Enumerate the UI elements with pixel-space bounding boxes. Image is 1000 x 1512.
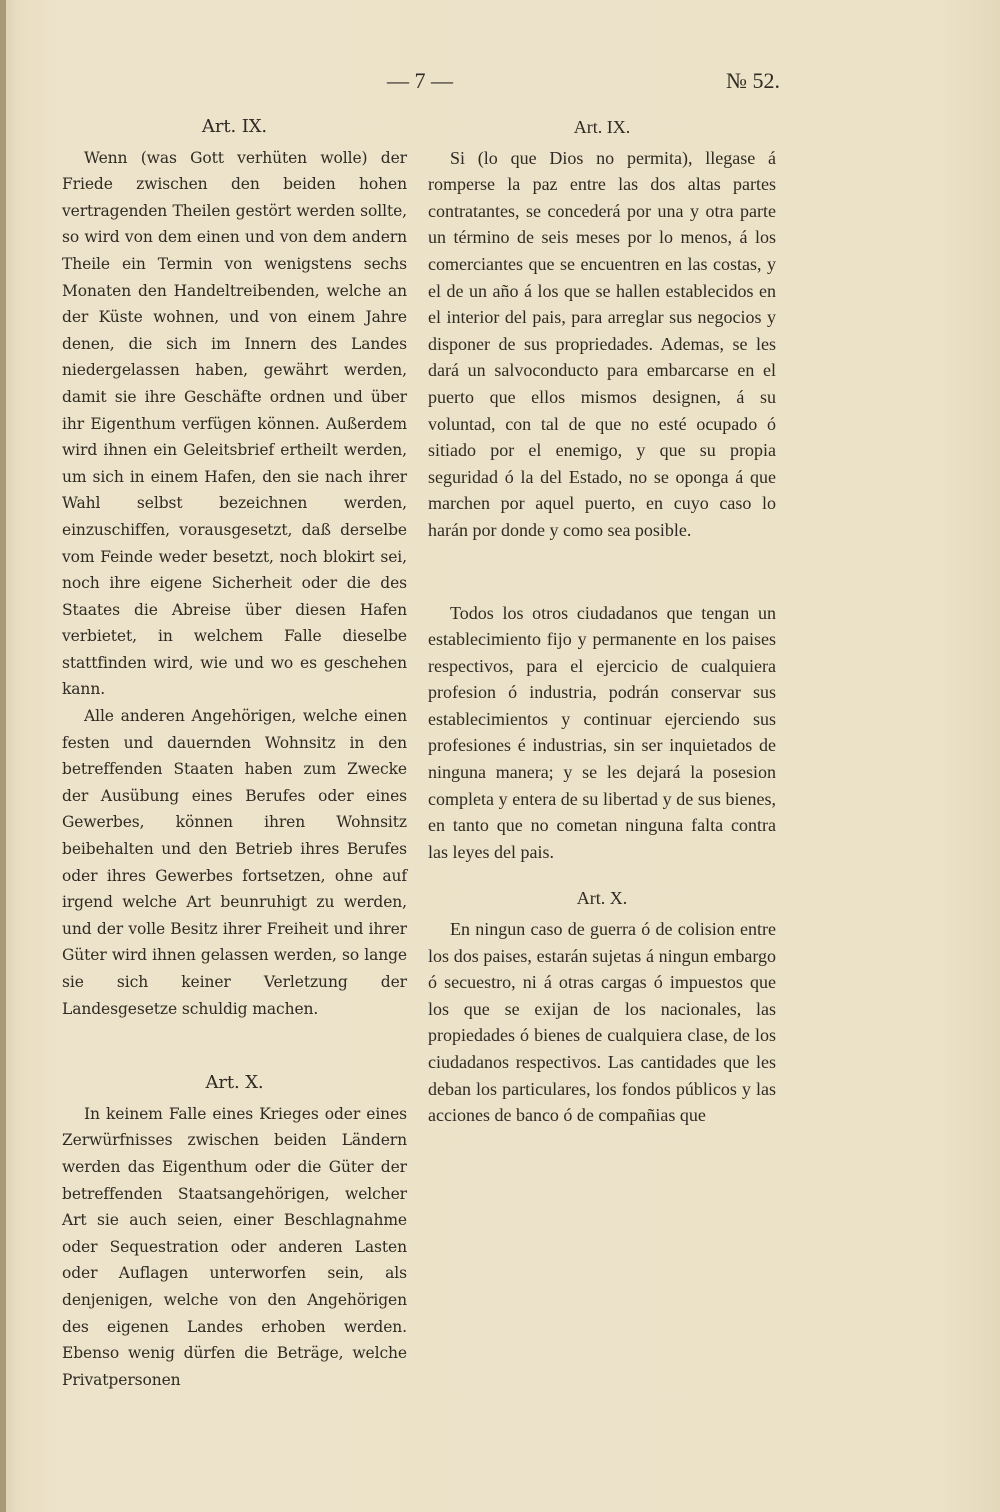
spanish-art10-paragraph-1: En ningun caso de guerra ó de colision entre los dos paises, estarán sujetas á ningun embargo ó secuestro, ni á otras cargas ó impuestos que los que se exijan de los nacionales, las propiedades ó bienes de cualquiera clase, de los ciudadanos respectivos. Las cantidades que les deban los particulares, los fondos públicos y las acciones de banco ó de compañias que xyxy=(428,919,776,1126)
page-header xyxy=(0,68,1000,104)
german-art9-paragraph-2: Alle anderen Angehörigen, welche einen festen und dauernden Wohnsitz in den betreffenden Staaten haben zum Zwecke der Ausübung eines Berufes oder eines Gewerbes, können ihren Wohnsitz beibehalten und den Betrieb ihres Berufes oder ihres Gewerbes fortsetzen, ohne auf irgend welche Art beunruhigt zu werden, und der volle Besitz ihrer Freiheit und ihrer Güter wird ihnen gelassen werden, so lange sie sich keiner Verletzung der Landesgesetze schuldig machen. xyxy=(62,707,407,1018)
german-art10-heading: Art. X. xyxy=(205,1072,264,1094)
german-art10-paragraph-1: In keinem Falle eines Krieges oder eines Zerwürfnisses zwischen beiden Ländern werden das Eigenthum oder die Güter der betreffenden Staatsangehörigen, welcher Art sie auch seien, einer Beschlagnahme oder Sequestration oder anderen Lasten oder Auflagen unterworfen sein, als denjenigen, welche von den Angehörigen des eigenen Landes erhoben werden. Ebenso wenig dürfen die Beträge, welche Privatpersonen xyxy=(62,1104,407,1389)
german-art9-heading: Art. IX. xyxy=(201,116,268,137)
spanish-art9-heading: Art. IX. xyxy=(573,117,631,137)
page-binding-edge xyxy=(0,0,6,1512)
document-number: № 52. xyxy=(726,68,780,93)
spanish-art10-heading: Art. X. xyxy=(576,888,628,909)
page-number: — 7 — xyxy=(387,68,453,93)
german-column xyxy=(62,114,407,1393)
spanish-column xyxy=(428,114,776,1129)
german-art9-paragraph-1: Wenn (was Gott verhüten wolle) der Friede zwischen den beiden hohen vertragenden Theilen gestört werden sollte, so wird von dem einen und von dem andern Theile ein Termin von wenigstens sechs Monaten den Handeltreibenden, welche an der Küste wohnen, und von einem Jahre denen, die sich im Innern des Landes niedergelassen haben, gewährt werden, damit sie ihre Geschäfte ordnen und über ihr Eigenthum verfügen können. Außerdem wird ihnen ein Geleitsbrief ertheilt werden, um sich in einem Hafen, den sie nach ihrer Wahl selbst bezeichnen werden, einzuschiffen, vorausgesetzt, daß derselbe vom Feinde weder besetzt, noch blokirt sei, noch ihre eigene Sicherheit oder die des Staates die Abreise über diesen Hafen verbietet, in welchem Falle dieselbe stattfinden wird, wie und wo es geschehen kann. xyxy=(62,148,407,699)
spanish-art9-paragraph-2: Todos los otros ciudadanos que tengan un establecimiento fijo y permanente en los paises respectivos, para el ejercicio de cualquiera profesion ó industria, podrán conservar sus establecimientos y continuar ejerciendo sus profesiones é industrias, sin ser inquietados de ninguna manera; y se les dejará la posesion completa y entera de su libertad y de sus bienes, en tanto que no cometan ninguna falta contra las leyes del pais. xyxy=(428,602,776,862)
spanish-art9-paragraph-1: Si (lo que Dios no permita), llegase á romperse la paz entre las dos altas partes contratantes, se concederá por una y otra parte un término de seis meses por lo menos, á los comerciantes que se encuentren en las costas, y el de un año á los que se hallen establecidos en el interior del pais, para arreglar sus negocios y disponer de sus propriedades. Ademas, se les dará un salvoconducto para embarcarse en el puerto que ellos mismos designen, á su voluntad, con tal de que no esté ocupado ó sitiado por el enemigo, y que su propia seguridad ó la del Estado, no se oponga á que marchen por aquel puerto, en cuyo caso lo harán por donde y como sea posible. xyxy=(428,147,776,540)
